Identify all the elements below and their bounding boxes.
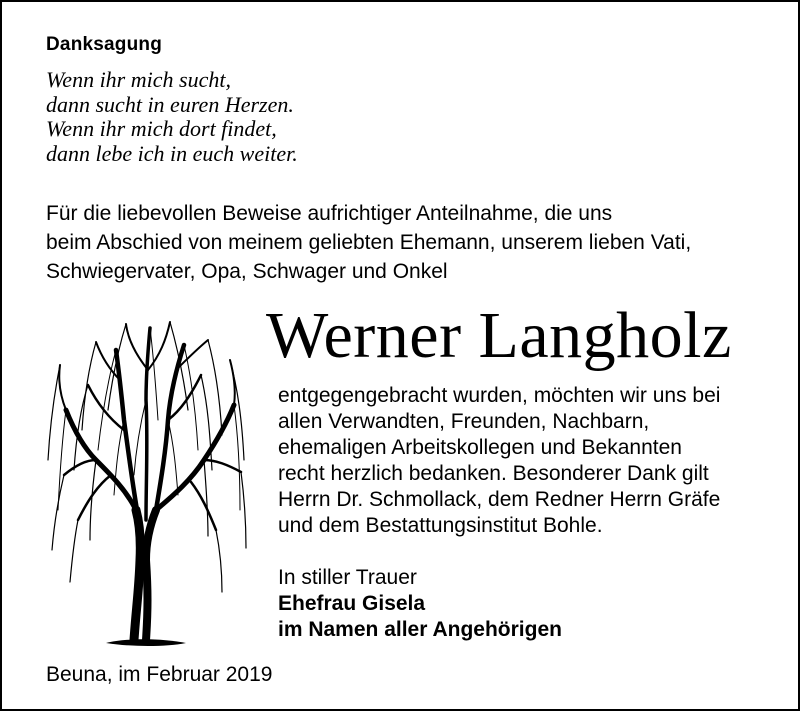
intro-line: Für die liebevollen Beweise aufrichtiger Anteilnahme, die uns: [46, 202, 613, 225]
notice-heading: Danksagung: [46, 34, 163, 55]
poem-line: dann lebe ich in euch weiter.: [46, 140, 298, 166]
intro-paragraph: [46, 199, 776, 286]
poem-line: Wenn ihr mich dort findet,: [46, 116, 277, 141]
body-line: entgegengebracht wurden, möchten wir uns bei: [278, 384, 721, 407]
body-line: ehemaligen Arbeitskollegen und Bekannten: [278, 436, 682, 459]
place-and-date: Beuna, im Februar 2019: [46, 663, 273, 686]
body-line: recht herzlich bedanken. Besonderer Dank gilt: [278, 462, 709, 485]
poem-line: dann sucht in euren Herzen.: [46, 91, 294, 117]
intro-line: Schwiegervater, Opa, Schwager und Onkel: [46, 260, 448, 283]
signoff-relatives-line: im Namen aller Angehörigen: [278, 618, 562, 641]
poem-verse: [46, 68, 298, 166]
signoff-widow-name: Ehefrau Gisela: [278, 592, 426, 615]
thank-you-body: [278, 383, 720, 539]
body-line: allen Verwandten, Freunden, Nachbarn,: [278, 410, 650, 433]
signoff-block: [278, 565, 562, 643]
intro-line: beim Abschied von meinem geliebten Ehemann, unserem lieben Vati,: [46, 231, 692, 254]
willow-tree-illustration: [36, 310, 256, 650]
poem-line: Wenn ihr mich sucht,: [46, 67, 231, 92]
body-line: Herrn Dr. Schmollack, dem Redner Herrn Gräfe: [278, 488, 721, 511]
signoff-mourning-line: In stiller Trauer: [278, 566, 417, 589]
body-line: und dem Bestattungsinstitut Bohle.: [278, 514, 603, 537]
deceased-name: Werner Langholz: [266, 299, 732, 372]
